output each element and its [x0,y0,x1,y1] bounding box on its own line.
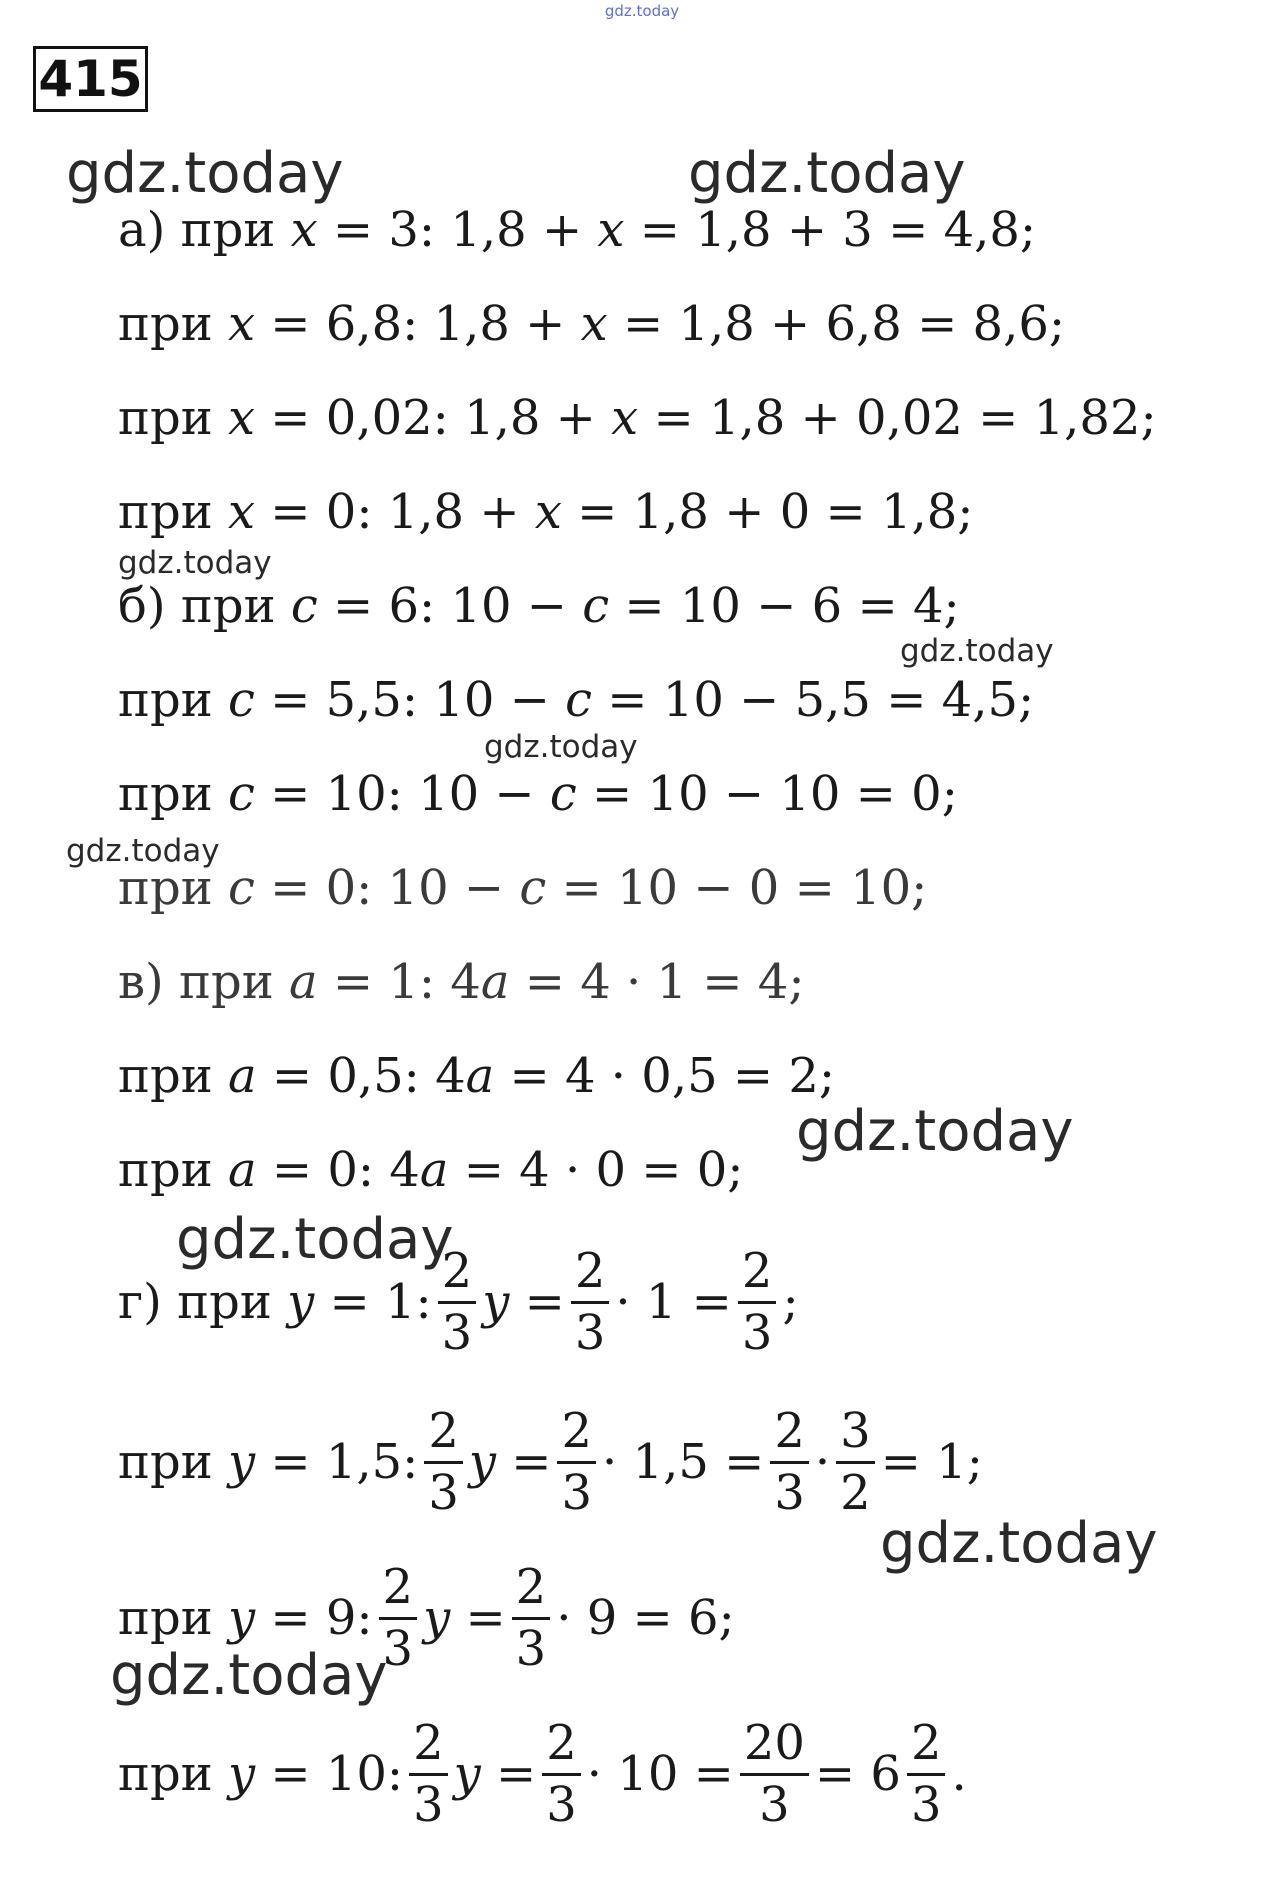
denominator: 2 [840,1464,871,1521]
watermark: gdz.today [484,729,638,765]
fraction-line-3 [118,1548,735,1688]
fraction-bar [907,1773,946,1776]
fraction-line-1 [118,1232,799,1372]
line-end: . [951,1746,967,1802]
solution-line: при 𝑎 = 0,5: 4𝑎 = 4 · 0,5 = 2; [118,1048,836,1104]
fraction-bar [738,1301,777,1304]
fraction-bar [512,1617,551,1620]
fraction [557,1403,596,1521]
numerator: 2 [774,1403,805,1460]
fraction-bar [557,1461,596,1464]
expression-part: 𝑦 = [423,1590,506,1646]
watermark: gdz.today [66,833,220,869]
line-end: ; [782,1274,799,1330]
line-end: = 1; [880,1434,983,1490]
denominator: 3 [382,1620,414,1677]
denominator: 3 [574,1304,606,1361]
denominator: 3 [428,1464,459,1521]
denominator: 3 [910,1776,942,1833]
watermark: gdz.today [176,1207,454,1272]
fraction-line-4 [118,1704,967,1844]
line-prefix: при 𝑦 = 10: [118,1746,404,1802]
numerator: 2 [428,1403,459,1460]
fraction-bar [542,1773,581,1776]
expression-part: 𝑦 = [468,1434,552,1490]
solution-line: при 𝑐 = 5,5: 10 − 𝑐 = 10 − 5,5 = 4,5; [118,672,1035,728]
numerator: 2 [441,1243,473,1300]
expression-part: = 6 [814,1746,901,1802]
solution-line: при 𝑥 = 6,8: 1,8 + 𝑥 = 1,8 + 6,8 = 8,6; [118,296,1066,352]
fraction-bar [836,1461,875,1464]
expression-part: · 1,5 = [602,1434,765,1490]
top-watermark: gdz.today [604,2,680,20]
numerator: 2 [910,1715,942,1772]
denominator: 3 [561,1464,593,1521]
denominator: 3 [413,1776,444,1833]
denominator: 3 [515,1620,547,1677]
numerator: 2 [574,1243,606,1300]
numerator: 2 [515,1559,547,1616]
fraction [907,1715,946,1833]
denominator: 3 [741,1304,773,1361]
denominator: 3 [441,1304,473,1361]
watermark: gdz.today [118,545,272,581]
line-prefix: при 𝑦 = 1,5: [118,1434,419,1490]
expression-part: · 10 = [586,1746,734,1802]
numerator: 2 [382,1559,414,1616]
fraction [836,1403,875,1521]
solution-line: в) при 𝑎 = 1: 4𝑎 = 4 · 1 = 4; [118,954,805,1010]
expression-part: 𝑦 = [453,1746,537,1802]
watermark: gdz.today [66,141,344,206]
fraction [512,1559,551,1677]
fraction-bar [571,1301,610,1304]
fraction-bar [409,1773,448,1776]
denominator: 3 [546,1776,577,1833]
fraction-bar [770,1461,809,1464]
expression-part: · 1 = [615,1274,732,1330]
expression-part: · [814,1434,831,1490]
line-end: · 9 = 6; [556,1590,735,1646]
watermark: gdz.today [110,1643,388,1708]
solution-line: б) при 𝑐 = 6: 10 − 𝑐 = 10 − 6 = 4; [118,578,960,634]
line-prefix: г) при 𝑦 = 1: [118,1274,432,1330]
fraction-bar [740,1773,809,1776]
expression-part: 𝑦 = [482,1274,565,1330]
fraction [379,1559,418,1677]
numerator: 2 [413,1715,444,1772]
solution-line: при 𝑎 = 0: 4𝑎 = 4 · 0 = 0; [118,1142,744,1198]
solution-line: а) при 𝑥 = 3: 1,8 + 𝑥 = 1,8 + 3 = 4,8; [118,202,1037,258]
numerator: 2 [561,1403,593,1460]
mixed-number [814,1715,952,1833]
fraction [409,1715,448,1833]
fraction [770,1403,809,1521]
numerator: 2 [546,1715,577,1772]
fraction [738,1243,777,1361]
watermark: gdz.today [796,1099,1074,1164]
watermark: gdz.today [900,633,1054,669]
solution-line: при 𝑐 = 0: 10 − 𝑐 = 10 − 0 = 10; [118,860,928,916]
denominator: 3 [774,1464,805,1521]
fraction [740,1715,809,1833]
numerator: 2 [741,1243,773,1300]
fraction [424,1403,463,1521]
fraction-line-2 [118,1392,983,1532]
fraction-bar [438,1301,477,1304]
problem-number: 415 [33,46,148,112]
solution-line: при 𝑥 = 0,02: 1,8 + 𝑥 = 1,8 + 0,02 = 1,82; [118,390,1157,446]
numerator: 3 [840,1403,871,1460]
watermark: gdz.today [688,141,966,206]
fraction [571,1243,610,1361]
watermark: gdz.today [880,1511,1158,1576]
fraction [542,1715,581,1833]
solution-line: при 𝑐 = 10: 10 − 𝑐 = 10 − 10 = 0; [118,766,958,822]
solution-line: при 𝑥 = 0: 1,8 + 𝑥 = 1,8 + 0 = 1,8; [118,484,974,540]
fraction-bar [379,1617,418,1620]
fraction [438,1243,477,1361]
line-prefix: при 𝑦 = 9: [118,1590,373,1646]
fraction-bar [424,1461,463,1464]
numerator: 20 [743,1715,805,1772]
denominator: 3 [759,1776,790,1833]
